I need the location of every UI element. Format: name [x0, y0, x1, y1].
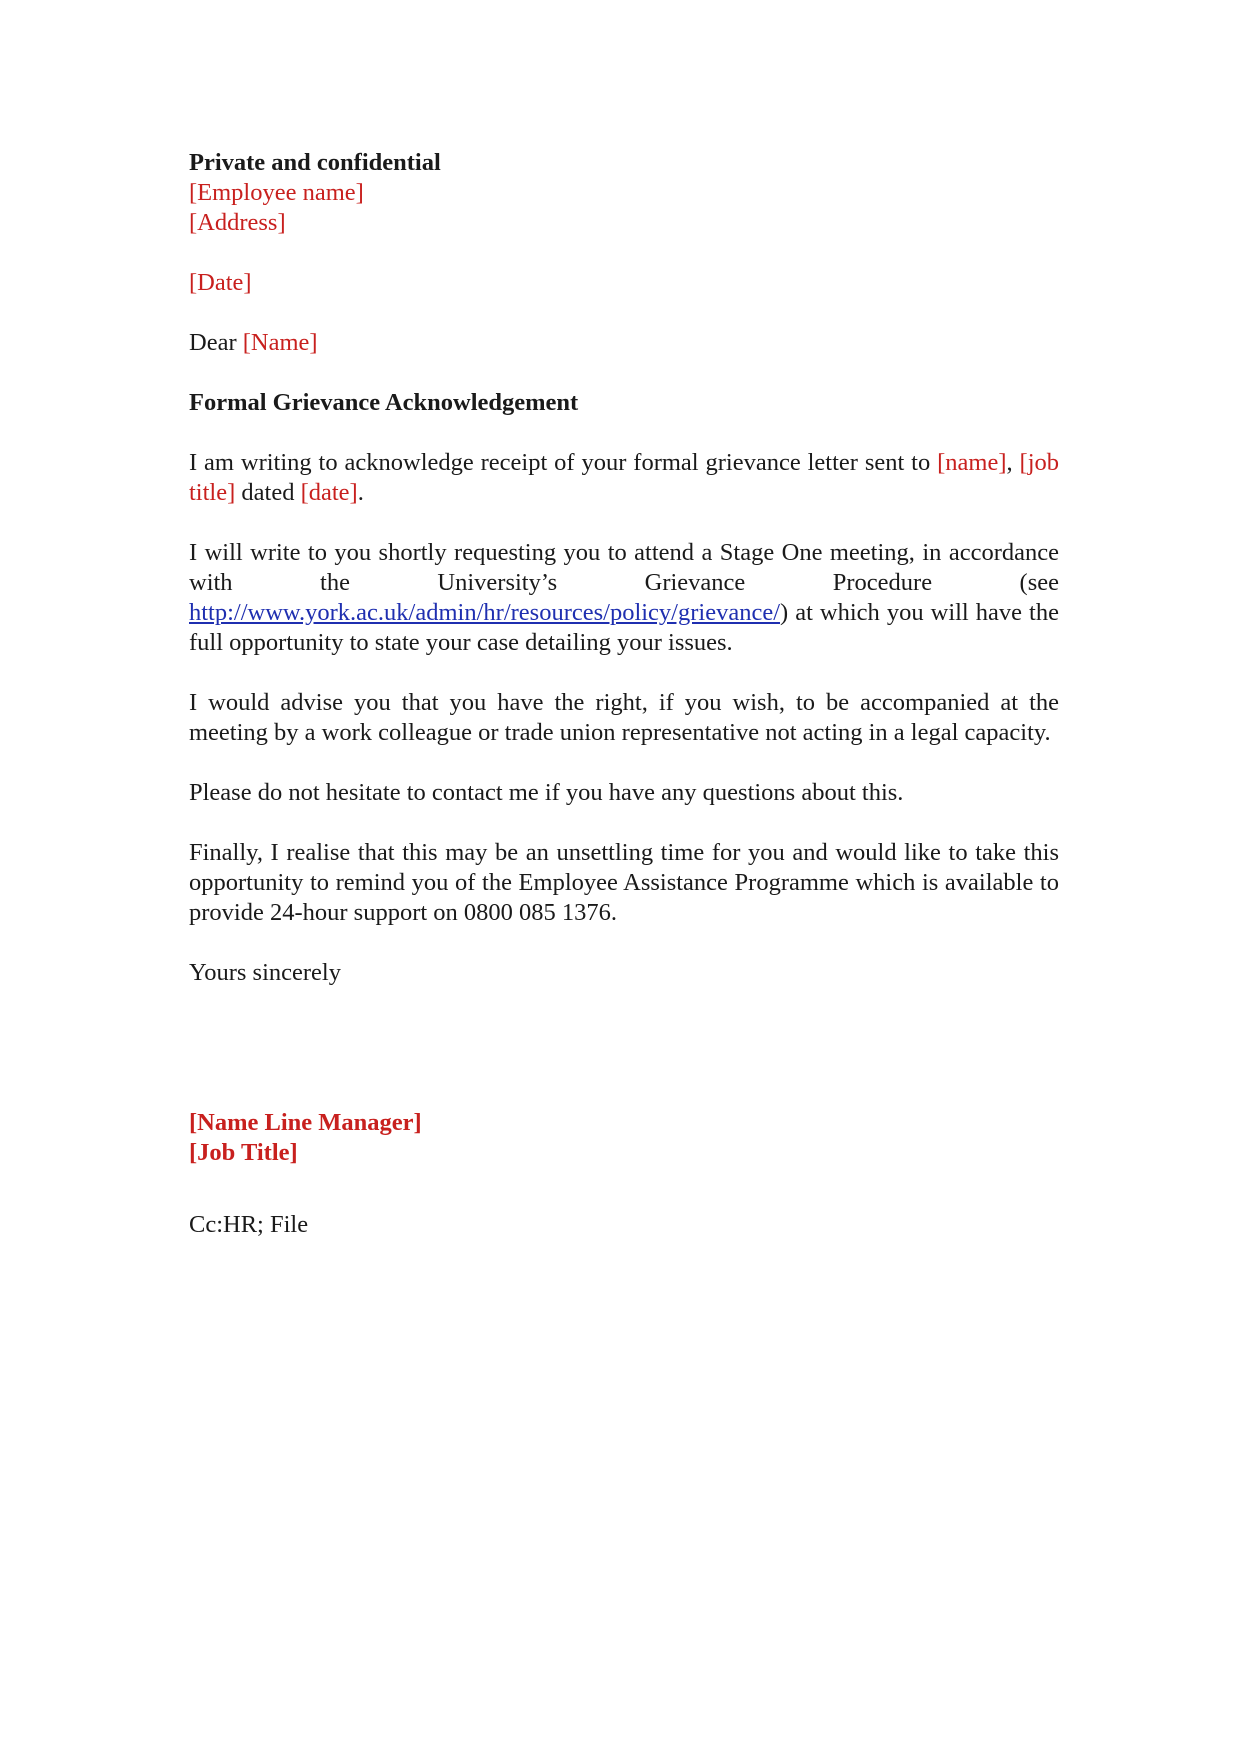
p1-text-b: dated [235, 479, 301, 506]
letter-subject: Formal Grievance Acknowledgement [189, 389, 579, 416]
salutation-text: Dear [189, 329, 237, 356]
salutation-name-placeholder: [Name] [242, 329, 318, 356]
employee-name-placeholder: [Employee name] [189, 179, 364, 206]
p1-job-title-placeholder: [job title] [189, 449, 1060, 506]
paragraph-acknowledgement [189, 448, 1059, 508]
confidential-label: Private and confidential [189, 149, 441, 176]
p1-name-placeholder: [name] [937, 449, 1007, 476]
p1-date-placeholder: [date] [300, 479, 358, 506]
p2-text-a: I will write to you shortly requesting you to attend a Stage One meeting, in accordance with the University’s Grievance Procedure (see [189, 539, 1059, 596]
letter-page [189, 148, 1059, 1240]
cc-line: Cc:HR; File [189, 1211, 309, 1238]
p1-sep: , [1006, 449, 1020, 476]
grievance-policy-link[interactable]: http://www.york.ac.uk/admin/hr/resources/policy/grievance/ [189, 599, 781, 626]
signer-name-placeholder: [Name Line Manager] [189, 1109, 422, 1136]
paragraph-accompanied: I would advise you that you have the right, if you wish, to be accompanied at the meeting by a work colleague or trade union representative not acting in a legal capacity. [189, 689, 1059, 746]
paragraph-meeting [189, 538, 1059, 658]
p2-text-b: ) at which you will have the full opportunity to state your case detailing your issues. [189, 599, 1059, 656]
paragraph-contact: Please do not hesitate to contact me if you have any questions about this. [189, 779, 904, 806]
signer-title-placeholder: [Job Title] [189, 1139, 298, 1166]
date-placeholder: [Date] [189, 269, 252, 296]
address-placeholder: [Address] [189, 209, 286, 236]
p1-text-a: I am writing to acknowledge receipt of your formal grievance letter sent to [189, 449, 938, 476]
salutation [189, 328, 1059, 358]
closing: Yours sincerely [189, 959, 341, 986]
paragraph-support: Finally, I realise that this may be an unsettling time for you and would like to take this opportunity to remind you of the Employee Assistance Programme which is available to provide 24-hour support on 0800 085 1376. [189, 839, 1059, 926]
p1-text-c: . [357, 479, 364, 506]
